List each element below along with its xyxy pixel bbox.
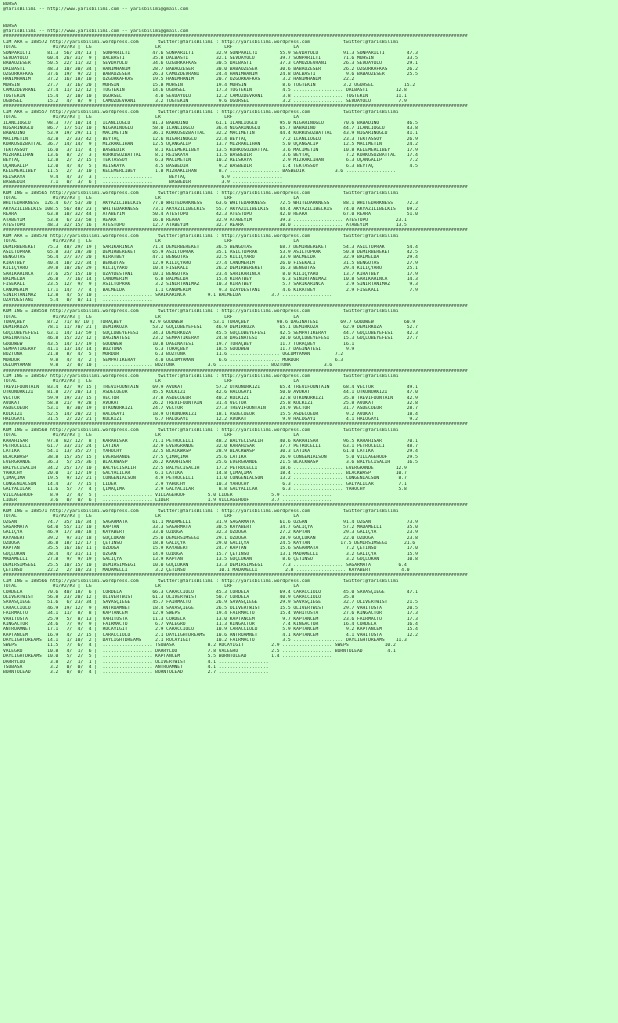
text-line: BOZTUNA 21.8 8/ 4/ 5 | MORDOR 6.3 BOZTUNA 11.6 .................. OGLUMYAMAN 7.2 (3, 352, 344, 358)
text-line: TOTAL #1/#2/#3 | LG LR LRF LA (3, 239, 299, 245)
text-line: SAGARMATA 64.0 55/ 11/ 10 | KAPTAN 33.3 SAGARMATA 30.5 KAYABERT 34.7 GALIÇYA 57.2 MADAMELLI 35.0 (3, 524, 418, 530)
text-line: VECTOR 59.9 19/ 23/ 15 | VECTOR 37.8 ASDECOEUR 40.2 KULKIZI 32.8 UTKUNURKIZI 35.8 TREVIFOUNTAIN 42.9 (3, 395, 418, 401)
text-line: UGURSEL 15.2 4/ 8/ 9 | CAMUZDEVRANI 3.2 TUGTEKIN 9.6 UGURSEL 3.2 .................. SEVDAYOLU 7.9 (3, 99, 407, 105)
text-line: KIRATBEY 40.4 10/ 22/ 34 | BENGÜTAS 12.9 KILIÇYARO 27.4 CANOMERIM 26.0 FISEKALI 31.5 BENGÜTAS 27.9 (3, 260, 418, 266)
text-line: UÇANGALIP 12.0 4/ 4/ 5 | REISKAYA 4.5 BASBEDIR 9.2 BASBEDIR 1.4 TEKTASSOY 6.3 BEYTAÇ 4.5 (3, 163, 418, 169)
text-line: ASDECOEUR 53.1 8/ 30/ 19 | UTKUNURKIZI 24.7 VECTOR 27.3 TREVIFOUNTAIN 24.9 VECTOR 31.7 ASDECOEUR 28.7 (3, 406, 418, 412)
text-line: AKYAZILIBELKIS 108.5 56/ 48/ 23 | WHITEDARKNESS 73.1 AKYAZILIBELKIS 55.7 AKYAZILIBELKIS 44.4 AKYAZILIBELKIS 74.0 AKYAZILIBELKIS 69.2 (3, 206, 418, 212)
text-line: CIM ING = 188566 http://yarisbilimi.wordpress.com twitter:@YarisBilimi : http://yarisbilimi.wordpress.com twitter:@YarisBilimi (3, 578, 399, 584)
text-line: KORKUSUZBATTAL 36.7 14/ 14/ 9 | MIZRAKLIHAN 12.5 UÇANGALIP 13.7 MIZRAKLIHAN 5.0 UÇANGALIP 12.5 MACIMETIN 24.2 (3, 142, 418, 148)
text-line: GOODWEW 43.5 14/ 17/ 19 | GOODWEW 10.8 DAGINATESI 19.7 TURAÇBEY 11.7 TURAÇBEY 16.1 (3, 341, 355, 347)
text-line: TOTAL #1/#2/#3 | LG LR LRF LA (3, 433, 299, 439)
text-line: SWEPS 11.5 7/ 6/ 4 | .................. TSUBASA 8.2 ROCAYIGIT 2.9 .................. SWEPS 10.2 (3, 643, 396, 649)
text-line: HALOGAYI 31.5 2/ 22/ 21 | KULKIZI 6.7 HALOGAYI 12.2 AVUKAT 9.9 HALOGAYI 4.1 HALOGAYI 9.2 (3, 417, 418, 423)
text-line: TEKTASSOY 16.0 3/ 11/ 4 | BASBEDIR 8.1 KELEMERLIBEY 13.5 KORKUSUZBATTAL 3.6 MACIMETIN 10.8 KELEMERLIBEY 17.9 (3, 147, 418, 153)
text-line: SINIRTANIMAZ 12.8 4/ 5/ 10 | .................. SARIKARINCA 9.1 BALMELDA 3.7 .................. (3, 293, 333, 299)
text-line: CARACCIOLO 46.9 19/ 12/ 9 | ANTROAMNET 18.4 SAVASÇIEGE 26.5 OLIVERTWIST 15.5 OLIVERTWIST 29.7 VAHITUSTA 20.5 (3, 605, 418, 611)
text-line: PETROCELLI 61.7 33/ 21/ 24 | LATIKA 32.9 EVERGRANDE 32.0 KARAHISAR 37.7 PETROCELLI 63.1 PETROCELLI 48.7 (3, 444, 418, 450)
text-line: CORDELA 70.6 40/ 18/ 6 | CORDELA 66.3 CARACCIOLO 45.3 CORDELA 69.4 CARACCIOLO 45.0 SAVASÇIEGE 47.1 (3, 589, 418, 595)
text-line: GÜÇLÜKAN 28.4 4/ 31/ 11 | OZGAN 14.9 ÖZDOGA 15.7 ÇETINSU 13.1 MADAMELLI 3.2 GALIÇYA 15.9 (3, 551, 418, 557)
text-line: SONPARILTI 81.3 56/ 24/ 13 | SONPARILTI 47.6 SONPARILTI 32.9 SONPARILTI 55.9 SEVDAYOLU 91.3 SONPARILTI 47.3 (3, 50, 418, 56)
text-line: TOTAL #1/#2/#3 | LG LR LRF LA (3, 514, 299, 520)
text-line: CIM ARA = 188572 http://yarisbilimi.wordpress.com twitter:@YarisBilimi : http://yarisbilimi.wordpress.com twitter:@YarisBilimi (3, 39, 399, 45)
text-line: SAVASÇIEGE 51.6 6/ 23/ 34 | SAVASÇIEGE 45.7 FAIRMACTO 26.9 SAVASÇIEGE 29.9 SAVASÇIEGE 32.7 OLIVERTWIST 21.5 (3, 600, 418, 606)
text-line: BALMELDA 26.8 7/ 16/ 14 | CANOMERIM 6.8 BALMELDA 15.4 KIRATBEY 6.3 SINIRTANIMAZ 10.8 SARIKARINCA 14.3 (3, 276, 418, 282)
text-line: OGLUMYAMAN 9.8 2/ 0/ 10 | .................. BOZTUNA 3.6 .................. BOZTUNA 3.6 (3, 363, 333, 369)
text-line: ATESTOPU 48.3 32/ 15/ 16 | ATESTOPU 12.7 ATABEYIM 32.7 REARA 30.0 .................. ATABEYIM 13.5 (3, 223, 407, 229)
text-line: KINGACTOR 24.6 7/ 9/ 9 | FAIRMACTO 6.7 VALEGRO 11.3 KINGACTOR 7.4 KINGACTOR 16.4 CORDELA 16.4 (3, 621, 418, 627)
text-line: KUM ING = 188568 http://yarisbilimi.wordpress.com twitter:@YarisBilimi : http://yarisbilimi.wordpress.com twitter:@YarisBilimi (3, 427, 399, 433)
text-line: SEMPATIKERAY 41.1 13/ 14/ 14 | BOZTUNA 6.3 TURAÇBEY 18.5 GOODWEW 11.7 DAGINATESI 9.9 (3, 347, 355, 352)
text-line: KUM ING = 188571 http://yarisbilimi.wordpress.com twitter:@YarisBilimi : http://yarisbilimi.wordpress.com twitter:@YarisBilimi (3, 508, 399, 514)
text-line: @YarisBilimi -- http://www.yarisbilimi.com -- yarisbilimi@gmail.com (3, 28, 189, 34)
text-line: TOTAL #1/#2/#3 | LG LR LRF LA (3, 379, 299, 385)
text-line: ÖZGÜRKAFKAS 37.6 19/ 9/ 22 | BABAÖZESER 26.3 CAMUZDEVRANI 24.4 HANIMHANIM 24.8 DALBASTI 9.6 BABAÖZESER 25.5 (3, 72, 418, 78)
text-line: KULKIZI 52.5 14/ 20/ 22 | HALOGAYI 18.9 UTKUNURKIZI 18.1 ASDECOEUR 15.5 ASDECOEUR 9.2 AVUKAT 18.4 (3, 411, 418, 417)
text-line: ÖZDOGA 36.8 18/ 12/ 17 | ÇETINSU 18.8 GALIÇYA 29.0 GALIÇYA 24.5 KAYTAN 17.5 DEMIRSIMSEGI 21.6 (3, 541, 416, 547)
text-line: BLACKWASP 38.8 15/ 35/ 15 | EVERGRANDE 27.5 ÇIMAÇIMA 25.6 LATIKA 26.9 CONGENIALSON 5.0 VILLAGEHOOF 29.5 (3, 454, 418, 460)
text-line: KELEMERLIBEY 11.5 2/ 3/ 10 | KELEMERLIBEY 1.8 MIZRAKLIHAN 8.7 .................. BASBEDIR 3.6 .................. (3, 169, 396, 175)
text-line: OLIVERTWIST 56.8 23/ 20/ 12 | OLIVERTWIST 61.3 OLIVERTWIST 50.7 CORDELA 40.9 CARACCIOLO 35.8 (3, 594, 355, 600)
text-line: VILLAGEHOOF 8.9 2/ 4/ 5 | .................. VILLAGEHOOF 5.0 LIDER 5.9 .................. (3, 492, 333, 498)
section-separator: ######################################################################################################################################################################## (3, 228, 468, 234)
section-separator: ######################################################################################################################################################################## (3, 503, 468, 509)
text-line: CIM ING = 188567 http://yarisbilimi.wordpress.com twitter:@YarisBilimi : http://yarisbilimi.wordpress.com twitter:@YarisBilimi (3, 373, 399, 379)
text-line: BORNTOLEAD 3.2 0/ 0/ 4 | .................. BORNTOLEAD 2.7 .................. (3, 670, 269, 676)
text-line: LATIKA 54.1 13/ 35/ 27 | YAHOCHY 32.5 BLACKWASP 28.9 BLACKWASP 30.3 LATIKA 61.0 LATIKA 29.4 (3, 449, 418, 455)
text-line: @YarisBilimi -- http://www.yarisbilimi.com -- yarisbilimi@gmail.com (3, 7, 189, 13)
text-line: DAYLIGHTDREAMS 10.0 5/ 2/ 5 | .................. KAPTANCEM 5.5 BORNTOLEAD 1.4 .................. (3, 654, 333, 660)
text-line: KAPTANCEM 16.9 4/ 2/ 15 | CARACCIOLO 2.1 DAYLIGHTDREAMS 10.6 ANTROAMNET 4.1 KAPTANCEM 4.1 VAHITUSTA 12.2 (3, 632, 418, 638)
text-line: DEMIRSIMSEGI 25.5 10/ 15/ 10 | DEMIRSIMSEGI 10.0 GÜÇLÜKAN 13.3 DEMIRSIMSEGI 7.3 .................. SAGARMATA 6.4 (3, 562, 407, 568)
text-line: KAPTAN 35.5 16/ 16/ 11 | ÖZDOGA 15.9 KAYABERT 24.7 KAPTAN 15.6 SAGARMATA 7.2 ÇETINSU 17.0 (3, 546, 418, 552)
text-line: MIZRAKLIHAN 13.6 8/ 2/ 3 | KORKUSUZBATTAL 8.1 REISKAYA 11.5 BASBEDIR 3.6 BEYTAÇ 7.2 KORKUSUZBATTAL 17.4 (3, 152, 418, 158)
section-separator: ######################################################################################################################################################################## (3, 422, 468, 428)
text-line: YAHOCHY 20.0 1/ 12/ 19 | GALYALILAR 6.1 LATIKA 14.8 ÇIMAÇIMA 18.4 .................. BLACKWASP 10.7 (3, 470, 407, 476)
text-line: OZGAN 74.7 35/ 16/ 34 | SAGARMATA 61.1 MADAMELLI 31.9 SAGARMATA 61.6 OZGAN 91.4 OZGAN 73.9 (3, 519, 418, 525)
text-line: ATABEYIM 53.8 6/ 23/ 58 | REARA 16.0 REARA 32.9 ATABEYIM 39.3 .................. ATESTOPU 23.1 (3, 217, 407, 223)
text-line: DARRYLOU 3.8 2/ 1/ 1 | .................. OLIVERTWIST 4.1 .................. (3, 659, 269, 665)
section-separator: ######################################################################################################################################################################## (3, 368, 468, 374)
text-line: EVERGRANDE 36.3 5/ 25/ 36 | BLACKWASP 26.2 KARAHISAR 25.6 EVERGRANDE 21.5 BLACKWASP 3.6 BALYECISALIH 16.5 (3, 460, 418, 466)
text-line: HANIMHANIM 37.2 16/ 18/ 10 | ÖZGÜRKAFKAS 19.5 HANIMHANIM 20.7 ÖZGÜRKAFKAS 3.2 HANIMHANIM 22.2 (3, 77, 355, 83)
text-line: GALYALILAR 11.6 5/ 7/ 4 | ÇIMAÇIMA 2.9 GALYALILAR 8.8 GALYALILAR 6.3 .................. YAHOCHY 5.8 (3, 487, 407, 493)
section-separator: ######################################################################################################################################################################## (3, 303, 468, 309)
text-line: TOTAL #1/#2/#3 | LG LR LRF LA (3, 196, 299, 202)
section-separator: ######################################################################################################################################################################## (3, 34, 468, 40)
text-line: ASILTOPRAK 65.8 33/ 28/ 30 | DEMIRBEREKET 65.9 ASILTOPRAK 35.1 ASILTOPRAK 53.9 ASILTOPRAK 50.8 DEMIRBEREKET 42.5 (3, 249, 418, 255)
text-line: ILANLIOGLU 98.3 77/ 10/ 14 | ILANLIOGLU 81.3 BABADINO 61.1 ILANLIOGLU 95.0 NIGARINOGLU 70.6 BABADINO 46.5 (3, 120, 418, 126)
text-line: DALBASTI 48.3 10/ 30/ 34 | HANIMHANIM 28.7 BABAÖZESER 30.0 BABAÖZESER 30.6 BABAÖZESER 26.2 ÖZGÜRKAFKAS 26.2 (3, 66, 418, 72)
text-line: BURSA (3, 23, 17, 29)
text-line: DAGINATESI 46.8 15/ 22/ 12 | DAGINATESI 23.2 SEMPATIKERAY 24.8 DAGINATESI 20.0 GÜÇLÜBEYEFESI 15.3 GÜÇLÜBEYEFESI 27.7 (3, 336, 418, 342)
text-line: WHITEDARKNESS 126.4 67/ 53/ 30 | AKYAZILIBELKIS 77.0 WHITEDARKNESS 63.6 WHITEDARKNESS 72.5 WHITEDARKNESS 88.1 WHITEDARKNESS 72.3 (3, 201, 418, 207)
text-line: LIDER 3.6 0/ 0/ 6 | .................. LIDER 1.9 VILLAGEHOOF 3.7 .................. (3, 497, 333, 503)
text-line: KUM ING = 188565 http://yarisbilimi.wordpress.com twitter:@YarisBilimi : http://yarisbilimi.wordpress.com twitter:@YarisBilimi (3, 190, 399, 196)
section-separator: ######################################################################################################################################################################## (3, 573, 468, 579)
text-line: FAIRMACTO 34.1 11/ 8/ 8 | KAPTANCEM 12.9 SWEPS 19.4 FAIRMACTO 15.4 VAHITUSTA 27.6 KINGACTOR 17.3 (3, 611, 418, 617)
text-line: BENGÜTAS 56.4 27/ 37/ 20 | KIRATBEY 47.1 BENGÜTAS 32.5 KILIÇYARO 33.9 BALMELDA 32.9 BALMELDA 29.4 (3, 255, 418, 261)
text-line: REARA 63.8 10/ 32/ 44 | ATABEYIM 50.4 ATESTOPU 42.3 ATESTOPU 42.0 REARA 67.0 REARA 51.0 (3, 212, 418, 218)
text-line: SEVDAYOLU 60.4 26/ 31/ 9 | DALBASTI 35.8 DALBASTI 32.1 SEVDAYOLU 39.7 SONPARILTI 71.6 MUHSIN 33.5 (3, 55, 418, 61)
text-line: UTKUNURKIZI 81.8 27/ 20/ 13 | ASDECOEUR 45.5 KULKIZI 42.6 HALOGAYI 50.0 AVUKAT 44.1 UTKUNURKIZI 47.0 (3, 390, 418, 396)
text-line: BURSA (3, 2, 17, 7)
text-line: AVUKAT 58.8 21/ 9/ 28 | AVUKAT 26.2 TREVIFOUNTAIN 31.4 VECTOR 25.8 KULKIZI 25.8 AVUKAT 32.8 (3, 400, 418, 406)
text-line: VALEGRO 10.8 4/ 1/ 6 | .................. DARRYLOU 7.8 VALEGRO 2.5 .................. BORNTOLEAD 4.1 (3, 648, 396, 654)
text-line: DAYLIGHTDREAMS 14.1 1/ 10/ 2 | DAYLIGHTDREAMS 2.1 ROCAYIGIT 10.2 FAIRMACTO 3.5 .................. DAYLIGHTDREAMS 11.3 (3, 638, 407, 644)
text-line: DEMIRKOZA 78.1 11/ 70/ 21 | DEMIRKOZA 53.2 GÜÇLÜBEYEFESI 46.9 DEMIRKOZA 65.1 DEMIRKOZA 62.9 DEMIRKOZA 52.7 (3, 325, 418, 331)
text-line: BABAÖZESER 50.5 22/ 11/ 32 | SEVDAYOLU 34.6 ÖZGÜRKAFKAS 30.5 DALBASTI 37.3 CAMUZDEVRANI 26.3 SEVDAYOLU 29.1 (3, 61, 418, 67)
text-line: DEMIRBEREKET 75.3 48/ 29/ 19 | SARIKARINCA 71.4 DEMIRBEREKET 36.5 BENGÜTAS 68.7 DEMIRBEREKET 54.3 ASILTOPRAK 54.4 (3, 244, 418, 250)
section-separator: ######################################################################################################################################################################## (3, 185, 468, 191)
text-line: BASBEDIR 7.1 0/ 3/ 6 | .................. BASBEDIR 3.9 .................. (3, 179, 283, 185)
text-line: MADAMELLI 27.8 9/ 9/ 19 | GALIÇYA 13.9 KAPTAN 13.5 GÜÇLÜKAN 8.6 ÇETINSU 3.2 GÜÇLÜKAN 10.8 (3, 557, 418, 563)
text-line: TREVIFOUNTAIN 83.4 42/ 9/ 15 | TREVIFOUNTAIN 69.9 AVUKAT 57.2 UTKUNURKIZI 65.4 TREVIFOUNTAIN 68.4 VECTOR 49.1 (3, 384, 418, 390)
text-line: BALYECISALIH 34.2 25/ 17/ 10 | BALYECISALIH 22.5 BALYECISALIH 17.2 PETROCELLI 18.6 .................. EVERGRANDE 12.9 (3, 465, 407, 471)
text-line: BABADINO 53.9 19/ 29/ 11 | MACIMETIN 36.1 KORKUSUZBATTAL 32.2 MACIMETIN 44.4 KORKUSUZBATTAL 43.9 NIGARINOGLU 41.1 (3, 131, 418, 137)
text-line: ÇETINSU 22.2 2/ 10/ 23 | MADAMELLI 3.2 ÇETINSU 10.1 MADAMELLI 2.8 .................. KAYABERT 4.0 (3, 568, 410, 574)
text-line: GALIÇYA 46.9 17/ 30/ 18 | KAYABERT 33.0 ÖZDOGA 32.3 ÖZDOGA 27.2 KAPTAN 29.3 GALIÇYA 23.9 (3, 530, 418, 536)
text-line: KUM ARA = 188570 http://yarisbilimi.wordpress.com twitter:@YarisBilimi : http://yarisbilimi.wordpress.com twitter:@YarisBilimi (3, 233, 399, 239)
text-line: BEYTAÇ 12.8 2/ 2/ 15 | TEKTASSOY 6.3 MACIMETIN 10.2 REISKAYA 2.9 MIZRAKLIHAN 6.3 UÇANGALIP 7.2 (3, 158, 418, 164)
text-line: CAMUZDEVRANI 27.4 11/ 12/ 12 | TUGTEKIN 14.6 UGURSEL 17.3 TUGTEKIN 4.5 .................. DALBASTI 12.8 (3, 88, 407, 94)
text-line: NIGARINOGLU 86.7 17/ 51/ 10 | NIGARINOGLU 58.0 ILANLIOGLU 36.4 NIGARINOGLU 65.7 BABADINO 44.7 ILANLIOGLU 43.8 (3, 125, 418, 131)
text-line: FISEKALI 23.5 12/ 9/ 9 | ASILTOPRAK 3.2 SINIRTANIMAZ 10.3 KIRATBEY 5.7 SARIKARINCA 2.9 SINIRTANIMAZ 9.3 (3, 282, 418, 288)
text-line: CIM ARA = 188557 http://yarisbilimi.wordpress.com twitter:@YarisBilimi : http://yarisbilimi.wordpress.com twitter:@YarisBilimi (3, 109, 399, 115)
text-line: KUM ING = 188558 http://yarisbilimi.wordpress.com twitter:@YarisBilimi : http://yarisbilimi.wordpress.com twitter:@YarisBilimi (3, 309, 399, 315)
text-line: VAHITUSTA 25.9 5/ 8/ 13 | VAHITUSTA 11.3 CORDELA 13.0 KAPTANCEM 9.7 KAPTANCEM 23.6 FAIRMACTO 17.3 (3, 616, 418, 622)
text-line: GÜÇLÜBEYEFESI 63.1 14/ 13/ 59 | GÜÇLÜBEYEFESI 34.3 DEMIRKOZA 45.5 GÜÇLÜBEYEFESI 42.5 SEMPATIKERAY 44.7 GÜÇLÜBEYEFESI 42.3 (3, 330, 418, 336)
text-line: CONGENIALSON 14.4 3/ 7/ 15 | LIDER 2.9 YAHOCHY 10.3 YAHOCHY 6.3 .................. GALYALILAR 7.1 (3, 481, 407, 487)
text-line: MORDOR 9.8 4/ 4/ 2 | SEMPATIKERAY 4.0 OGLUMYAMAN 6.6 .................. MORDOR 6.3 (3, 357, 344, 363)
text-line: TSUBASA 3.2 0/ 0/ 4 | .................. ANTROAMNET 4.1 .................. (3, 665, 269, 671)
text-line: MUHSIN 27.7 3/ 16/ 20 | MUHSIN 15.8 MUHSIN 19.4 MUHSIN 8.6 TUGTEKIN 3.2 UGURSEL 15.2 (3, 82, 416, 88)
section-separator: ######################################################################################################################################################################## (3, 104, 468, 110)
text-line: MACIMETIN 42.8 2/ 33/ 42 | BEYTAÇ 12.6 NIGARINOGLU 22.4 BEYTAÇ 7.2 ILANLIOGLU 23.3 TEKTASSOY 26.9 (3, 136, 418, 142)
text-line: SARIKARINCA 37.6 25/ 15/ 10 | UZAYDESTANI 10.1 BENGÜTAS 23.4 SARIKARINCA 8.0 KILIÇYARO 13.7 KIRATBEY 17.9 (3, 271, 418, 277)
text-line: TOTAL #1/#2/#3 | LG LR LRF LA (3, 45, 299, 51)
text-line: ANTROAMNET 17.1 7/ 4/ 4 | ROCAYIGIT 2.9 CARACCIOLO 10.9 CARACCIOLO 5.9 KAPTANCEM 9.2 KAPTANCEM 15.4 (3, 627, 418, 633)
text-line: ÇIMAÇIMA 19.5 9/ 12/ 21 | CONGENIALSON 4.9 PETROCELLI 11.0 CONGENIALSON 13.2 .................. CONGENIALSON 8.7 (3, 476, 407, 482)
text-line: TOTAL #1/#2/#3 | LG LR LRF LA (3, 314, 299, 320)
text-line: KARAHISAR 97.8 82/ 12/ 8 | KARAHISAR 71.1 PETROCELLI 48.2 BALYECISALIH 40.6 KARAHISAR 96.5 KARAHISAR 70.1 (3, 438, 418, 444)
text-line: KAYABERT 39.2 9/ 31/ 18 | GÜÇLÜKAN 25.0 DEMIRSIMSEGI 29.1 ÖZDOGA 28.9 GÜÇLÜKAN 22.0 ÖZDOGA 23.8 (3, 535, 418, 541)
text-line: TUGTEKIN 15.4 2/ 10/ 10 | UGURSEL 4.0 SEVDAYOLU 12.2 CAMUZDEVRANI 3.8 .................. TUGTEKIN 11.1 (3, 93, 407, 99)
text-line: TURAÇBEY 87.2 71/ 8/ 10 | TURAÇBEY 92.9 GOODWEW 53.1 TURAÇBEY 98.6 DAGINATESI 69.7 GOODWEW 60.9 (3, 320, 416, 326)
text-line: TOTAL #1/#2/#3 | LG LR LRF LA (3, 115, 299, 121)
text-line: UZAYDESTANI 5.4 0/ 0/ 11 | .................. (3, 298, 153, 304)
text-line: CANOMERIM 17.1 14/ 7/ 4 | BALMELDA 1.1 CANOMERIM 9.3 UZAYDESTANI 4.6 KIRATBEY 2.9 FISEKALI 7.9 (3, 287, 418, 293)
text-line: KILIÇYARO 39.8 10/ 26/ 29 | KILIÇYARO 10.4 FISEKALI 26.2 DEMIRBEREKET 16.3 BENGÜTAS 29.4 KILIÇYARO 25.1 (3, 266, 418, 272)
text-line: REISKAYA 9.4 4/ 3/ 3 | .................. BEYTAÇ 6.9 .................. (3, 174, 283, 180)
text-line: TOTAL #1/#2/#3 | LG LR LRF LA (3, 584, 299, 590)
